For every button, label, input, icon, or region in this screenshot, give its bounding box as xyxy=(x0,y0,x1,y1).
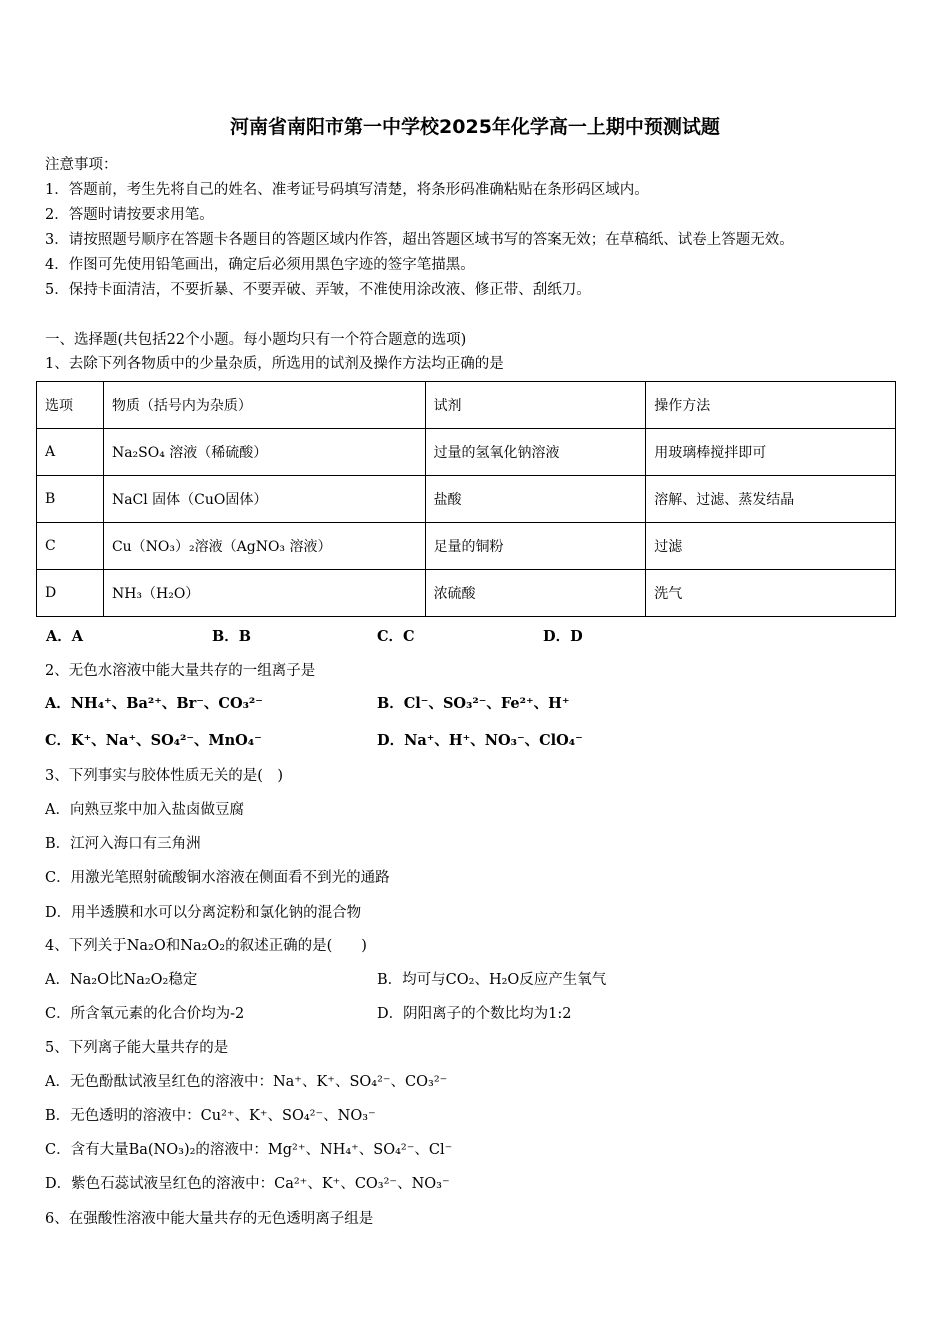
question-1-table xyxy=(36,381,896,617)
table-cell: 盐酸 xyxy=(425,476,646,523)
notice-heading: 注意事项： xyxy=(45,157,118,173)
question-6-stem: 6、在强酸性溶液中能大量共存的无色透明离子组是 xyxy=(45,1211,374,1227)
page-title: 河南省南阳市第一中学校2025年化学高一上期中预测试题 xyxy=(230,116,720,138)
question-3-option-c[interactable]: C．用激光笔照射硫酸铜水溶液在侧面看不到光的通路 xyxy=(45,870,390,886)
table-header-row xyxy=(37,382,896,429)
table-cell: C xyxy=(37,523,104,570)
question-5-option-a[interactable]: A．无色酚酞试液呈红色的溶液中：Na⁺、K⁺、SO₄²⁻、CO₃²⁻ xyxy=(45,1074,448,1090)
section-heading: 一、选择题(共包括22个小题。每小题均只有一个符合题意的选项) xyxy=(45,332,467,348)
table-cell: 用玻璃棒搅拌即可 xyxy=(646,429,896,476)
table-cell: D xyxy=(37,570,104,617)
question-5-option-d[interactable]: D．紫色石蕊试液呈红色的溶液中：Ca²⁺、K⁺、CO₃²⁻、NO₃⁻ xyxy=(45,1176,450,1192)
question-2-stem: 2、无色水溶液中能大量共存的一组离子是 xyxy=(45,663,316,679)
table-cell: NaCl 固体（CuO固体） xyxy=(103,476,425,523)
table-cell: 洗气 xyxy=(646,570,896,617)
notice-item: 2．答题时请按要求用笔。 xyxy=(45,207,214,223)
notice-item: 3．请按照题号顺序在答题卡各题目的答题区域内作答，超出答题区域书写的答案无效；在草稿纸、试卷上答题无效。 xyxy=(45,232,794,248)
question-5-stem: 5、下列离子能大量共存的是 xyxy=(45,1040,229,1056)
table-row xyxy=(37,429,896,476)
question-1-stem: 1、去除下列各物质中的少量杂质，所选用的试剂及操作方法均正确的是 xyxy=(45,356,504,372)
table-cell: NH₃（H₂O） xyxy=(103,570,425,617)
question-4-option-c[interactable]: C．所含氧元素的化合价均为-2 xyxy=(45,1006,245,1022)
table-cell: 过滤 xyxy=(646,523,896,570)
table-cell: 浓硫酸 xyxy=(425,570,646,617)
question-3-option-d[interactable]: D．用半透膜和水可以分离淀粉和氯化钠的混合物 xyxy=(45,905,362,921)
table-header-cell: 试剂 xyxy=(425,382,646,429)
question-3-option-a[interactable]: A．向熟豆浆中加入盐卤做豆腐 xyxy=(45,802,244,818)
table-cell: 过量的氢氧化钠溶液 xyxy=(425,429,646,476)
question-5-option-c[interactable]: C．含有大量Ba(NO₃)₂的溶液中：Mg²⁺、NH₄⁺、SO₄²⁻、Cl⁻ xyxy=(45,1142,453,1158)
question-4-option-b[interactable]: B．均可与CO₂、H₂O反应产生氧气 xyxy=(377,972,607,988)
notice-item: 1．答题前，考生先将自己的姓名、准考证号码填写清楚，将条形码准确粘贴在条形码区域内。 xyxy=(45,182,649,198)
question-2-option-a[interactable]: A．NH₄⁺、Ba²⁺、Br⁻、CO₃²⁻ xyxy=(45,695,263,712)
question-5-option-b[interactable]: B．无色透明的溶液中：Cu²⁺、K⁺、SO₄²⁻、NO₃⁻ xyxy=(45,1108,376,1124)
question-2-option-c[interactable]: C．K⁺、Na⁺、SO₄²⁻、MnO₄⁻ xyxy=(45,732,262,749)
table-cell: B xyxy=(37,476,104,523)
question-1-option-b[interactable]: B．B xyxy=(212,628,252,645)
notice-item: 4．作图可先使用铅笔画出，确定后必须用黑色字迹的签字笔描黑。 xyxy=(45,257,475,273)
question-1-option-d[interactable]: D．D xyxy=(543,628,583,645)
question-3-stem: 3、下列事实与胶体性质无关的是( ) xyxy=(45,768,284,784)
table-header-cell: 选项 xyxy=(37,382,104,429)
table-row xyxy=(37,476,896,523)
question-2-option-b[interactable]: B．Cl⁻、SO₃²⁻、Fe²⁺、H⁺ xyxy=(377,695,570,712)
question-4-option-d[interactable]: D．阴阳离子的个数比均为1:2 xyxy=(377,1006,572,1022)
question-3-option-b[interactable]: B．江河入海口有三角洲 xyxy=(45,836,201,852)
table-cell: Na₂SO₄ 溶液（稀硫酸） xyxy=(103,429,425,476)
table-cell: Cu（NO₃）₂溶液（AgNO₃ 溶液） xyxy=(103,523,425,570)
table-header-cell: 操作方法 xyxy=(646,382,896,429)
question-4-option-a[interactable]: A．Na₂O比Na₂O₂稳定 xyxy=(45,972,198,988)
notice-item: 5．保持卡面清洁，不要折暴、不要弄破、弄皱，不准使用涂改液、修正带、刮纸刀。 xyxy=(45,282,591,298)
table-row xyxy=(37,523,896,570)
table-cell: A xyxy=(37,429,104,476)
question-1-option-c[interactable]: C．C xyxy=(377,628,415,645)
table-cell: 溶解、过滤、蒸发结晶 xyxy=(646,476,896,523)
table-row xyxy=(37,570,896,617)
table-cell: 足量的铜粉 xyxy=(425,523,646,570)
question-1-option-a[interactable]: A．A xyxy=(46,628,84,645)
question-2-option-d[interactable]: D．Na⁺、H⁺、NO₃⁻、ClO₄⁻ xyxy=(377,732,583,749)
table-header-cell: 物质（括号内为杂质） xyxy=(103,382,425,429)
question-4-stem: 4、下列关于Na₂O和Na₂O₂的叙述正确的是( ) xyxy=(45,938,367,954)
